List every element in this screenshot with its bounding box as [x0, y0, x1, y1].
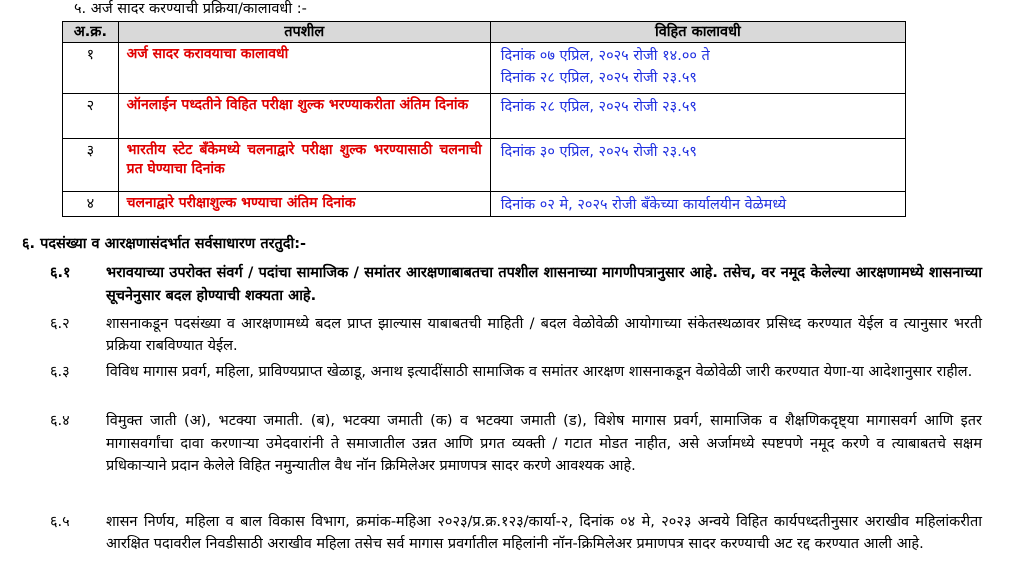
- table-header-row: [63, 22, 906, 43]
- timeline-table: [62, 21, 906, 217]
- period-line: दिनांक २८ एप्रिल, २०२५ रोजी २३.५९: [500, 99, 697, 115]
- header-period: विहित कालावधी: [490, 22, 905, 43]
- provision-number: ६.१: [50, 265, 71, 281]
- row-detail: ऑनलाईन पध्दतीने विहित परीक्षा शुल्क भरण्याकरीता अंतिम दिनांक: [118, 94, 490, 139]
- table-row: [63, 139, 906, 192]
- provision-number: ६.५: [50, 514, 70, 530]
- row-detail: अर्ज सादर करावयाचा कालावधी: [118, 43, 490, 94]
- provision-text: शासनाकडून पदसंख्या व आरक्षणामध्ये बदल प्राप्त झाल्यास याबाबतची माहिती / बदल वेळोवेळी आयोगाच्या संकेतस्थळावर प्रसिध्द करण्यात येईल व त्यानुसार भरती प्रक्रिया राबविण्यात येईल.: [106, 316, 982, 354]
- provision-text: शासन निर्णय, महिला व बाल विकास विभाग, क्रमांक-महिआ २०२३/प्र.क्र.१२३/कार्या-२, दिनांक ०४ मे, २०२३ अन्वये विहित कार्यपध्दतीनुसार अराखीव महिलांकरीता आरक्षित पदावरील निवडीसाठी अराखीव महिला तसेच सर्व मागास प्रवर्गातील महिलांनी नॉन-क्रिमिलेअर प्रमाणपत्र सादर करण्याची अट रद्द करण्यात आली आहे.: [106, 514, 982, 552]
- provision-number: ६.४: [50, 413, 70, 429]
- provision-text: भरावयाच्या उपरोक्त संवर्ग / पदांचा सामाजिक / समांतर आरक्षणाबाबतचा तपशील शासनाच्या मागणीपत्रानुसार आहे. तसेच, वर नमूद केलेल्या आरक्षणामध्ये शासनाच्या सूचनेनुसार बदल होण्याची शक्यता आहे.: [106, 265, 982, 304]
- table-row: [63, 43, 906, 94]
- period-line: दिनांक २८ एप्रिल, २०२५ रोजी २३.५९: [500, 70, 697, 86]
- table-row: [63, 192, 906, 217]
- period-line: दिनांक ०२ मे, २०२५ रोजी बँकेच्या कार्यालयीन वेळेमध्ये: [500, 197, 787, 213]
- row-serial: २: [63, 94, 119, 139]
- provision-number: ६.३: [50, 364, 70, 380]
- provision-number: ६.२: [50, 316, 70, 332]
- provision-text: विमुक्त जाती (अ), भटक्या जमाती. (ब), भटक्या जमाती (क) व भटक्या जमाती (ड), विशेष मागास प्रवर्ग, सामाजिक व शैक्षणिकदृष्ट्या मागासवर्ग आणि इतर मागासवर्गांचा दावा करणाऱ्या उमेदवारांनी ते समाजातील उन्नत आणि प्रगत व्यक्ती / गटात मोडत नाहीत, असे अर्जामध्ये स्पष्टपणे नमूद करणे व त्याबाबतचे सक्षम प्रधिकाऱ्याने प्रदान केलेले विहित नमुन्यातील वैध नॉन क्रिमिलेअर प्रमाणपत्र सादर करणे आवश्यक आहे.: [106, 413, 982, 474]
- section-6-heading: ६. पदसंख्या व आरक्षणासंदर्भात सर्वसाधारण तरतुदी:-: [22, 236, 307, 252]
- row-detail: चलनाद्वारे परीक्षाशुल्क भण्याचा अंतिम दिनांक: [118, 192, 490, 217]
- header-serial: अ.क्र.: [63, 22, 119, 43]
- header-detail: तपशील: [118, 22, 490, 43]
- row-serial: १: [63, 43, 119, 94]
- row-period: [490, 139, 905, 192]
- row-serial: ३: [63, 139, 119, 192]
- period-line: दिनांक ०७ एप्रिल, २०२५ रोजी १४.०० ते: [500, 48, 710, 64]
- row-period: [490, 43, 905, 94]
- table-row: [63, 94, 906, 139]
- row-period: [490, 192, 905, 217]
- row-serial: ४: [63, 192, 119, 217]
- row-detail: भारतीय स्टेट बँकेमध्ये चलनाद्वारे परीक्षा शुल्क भरण्यासाठी चलनाची प्रत घेण्याचा दिनांक: [118, 139, 490, 192]
- provision-text: विविध मागास प्रवर्ग, महिला, प्राविण्यप्राप्त खेळाडू, अनाथ इत्यादींसाठी सामाजिक व समांतर आरक्षण शासनाकडून वेळोवेळी जारी करण्यात येणा-या आदेशानुसार राहील.: [106, 364, 973, 380]
- row-period: [490, 94, 905, 139]
- section-5-heading: ५. अर्ज सादर करण्याची प्रक्रिया/कालावधी :-: [74, 1, 307, 17]
- period-line: दिनांक ३० एप्रिल, २०२५ रोजी २३.५९: [500, 144, 697, 160]
